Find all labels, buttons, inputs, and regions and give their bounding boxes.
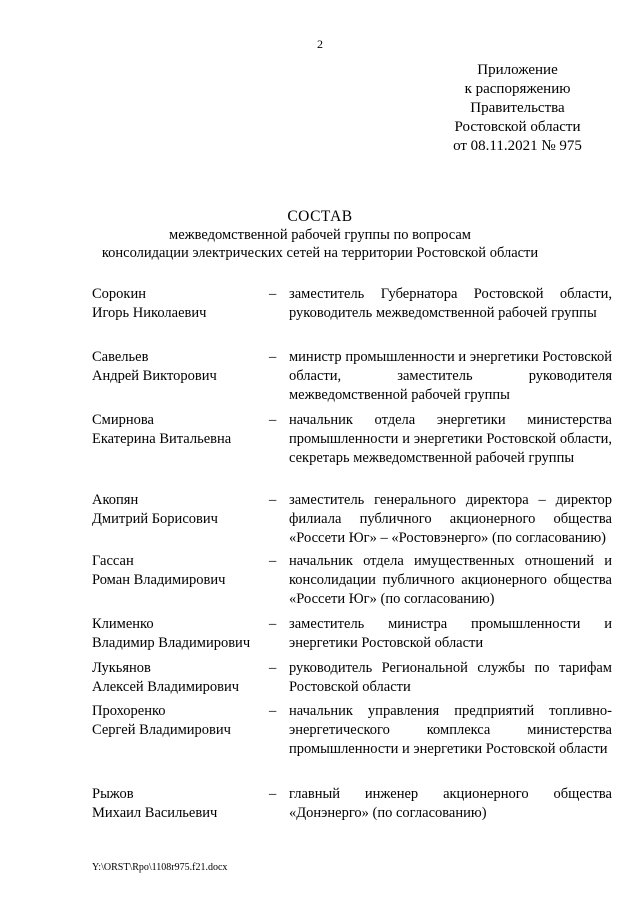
members-list bbox=[92, 285, 612, 829]
member-row bbox=[92, 702, 612, 785]
member-role: руководитель Региональной службы по тарифам Ростовской области bbox=[289, 660, 612, 695]
dash: – bbox=[269, 703, 277, 719]
member-surname: Сорокин bbox=[92, 286, 146, 302]
document-subtitle-line: межведомственной рабочей группы по вопросам bbox=[169, 227, 471, 243]
document-title: СОСТАВ bbox=[287, 208, 353, 225]
member-name bbox=[92, 491, 269, 552]
member-role: заместитель министра промышленности и энергетики Ростовской области bbox=[289, 616, 612, 651]
member-role: начальник отдела имущественных отношений и консолидации публичного акционерного общества «Россети Юг» (по согласованию) bbox=[289, 553, 612, 607]
appendix-line: к распоряжению bbox=[464, 81, 571, 97]
member-row bbox=[92, 785, 612, 829]
dash: – bbox=[269, 786, 277, 802]
member-role: заместитель генерального директора – директор филиала публичного акционерного общества «Россети Юг» – «Ростовэнерго» (по согласованию) bbox=[289, 492, 612, 546]
member-given-name: Сергей Владимирович bbox=[92, 722, 231, 738]
member-name bbox=[92, 702, 269, 785]
member-role: начальник отдела энергетики министерства промышленности и энергетики Ростовской области, секретарь межведомственной рабочей группы bbox=[289, 412, 612, 466]
appendix-line: Приложение bbox=[477, 62, 558, 78]
member-row bbox=[92, 491, 612, 552]
dash: – bbox=[269, 553, 277, 569]
member-surname: Гассан bbox=[92, 553, 134, 569]
file-path-footer: Y:\ORST\Rpo\1108r975.f21.docx bbox=[92, 862, 228, 873]
dash: – bbox=[269, 412, 277, 428]
member-role: заместитель Губернатора Ростовской области, руководитель межведомственной рабочей группы bbox=[289, 286, 612, 321]
document-subtitle-line: консолидации электрических сетей на территории Ростовской области bbox=[101, 245, 539, 261]
member-row bbox=[92, 411, 612, 491]
member-row bbox=[92, 552, 612, 615]
member-name bbox=[92, 552, 269, 615]
appendix-header bbox=[440, 61, 595, 156]
member-given-name: Владимир Владимирович bbox=[92, 635, 251, 651]
member-name bbox=[92, 411, 269, 491]
appendix-line: от 08.11.2021 № 975 bbox=[453, 138, 582, 154]
member-role: начальник управления предприятий топливно-энергетического комплекса министерства промышленности и энергетики Ростовской области bbox=[289, 703, 612, 757]
member-name bbox=[92, 785, 269, 829]
member-role: министр промышленности и энергетики Ростовской области, заместитель руководителя межведомственной рабочей группы bbox=[289, 349, 612, 403]
appendix-line: Правительства bbox=[470, 100, 565, 116]
member-row bbox=[92, 659, 612, 702]
member-name bbox=[92, 615, 269, 659]
member-name bbox=[92, 348, 269, 411]
member-surname: Акопян bbox=[92, 492, 139, 508]
dash: – bbox=[269, 349, 277, 365]
member-given-name: Роман Владимирович bbox=[92, 572, 226, 588]
member-surname: Прохоренко bbox=[92, 703, 166, 719]
member-surname: Лукьянов bbox=[92, 660, 151, 676]
member-given-name: Дмитрий Борисович bbox=[92, 511, 218, 527]
member-given-name: Алексей Владимирович bbox=[92, 679, 240, 695]
dash: – bbox=[269, 492, 277, 508]
member-given-name: Игорь Николаевич bbox=[92, 305, 207, 321]
member-surname: Савельев bbox=[92, 349, 149, 365]
member-name bbox=[92, 659, 269, 702]
member-row bbox=[92, 285, 612, 348]
member-row bbox=[92, 615, 612, 659]
title-block bbox=[0, 207, 640, 262]
member-given-name: Екатерина Витальевна bbox=[92, 431, 232, 447]
member-surname: Клименко bbox=[92, 616, 154, 632]
member-surname: Смирнова bbox=[92, 412, 154, 428]
member-role: главный инженер акционерного общества «Донэнерго» (по согласованию) bbox=[289, 786, 612, 821]
dash: – bbox=[269, 660, 277, 676]
member-given-name: Андрей Викторович bbox=[92, 368, 217, 384]
dash: – bbox=[269, 616, 277, 632]
member-surname: Рыжов bbox=[92, 786, 134, 802]
member-given-name: Михаил Васильевич bbox=[92, 805, 218, 821]
dash: – bbox=[269, 286, 277, 302]
member-name bbox=[92, 285, 269, 348]
appendix-line: Ростовской области bbox=[454, 119, 581, 135]
member-row bbox=[92, 348, 612, 411]
page-number: 2 bbox=[317, 37, 323, 51]
